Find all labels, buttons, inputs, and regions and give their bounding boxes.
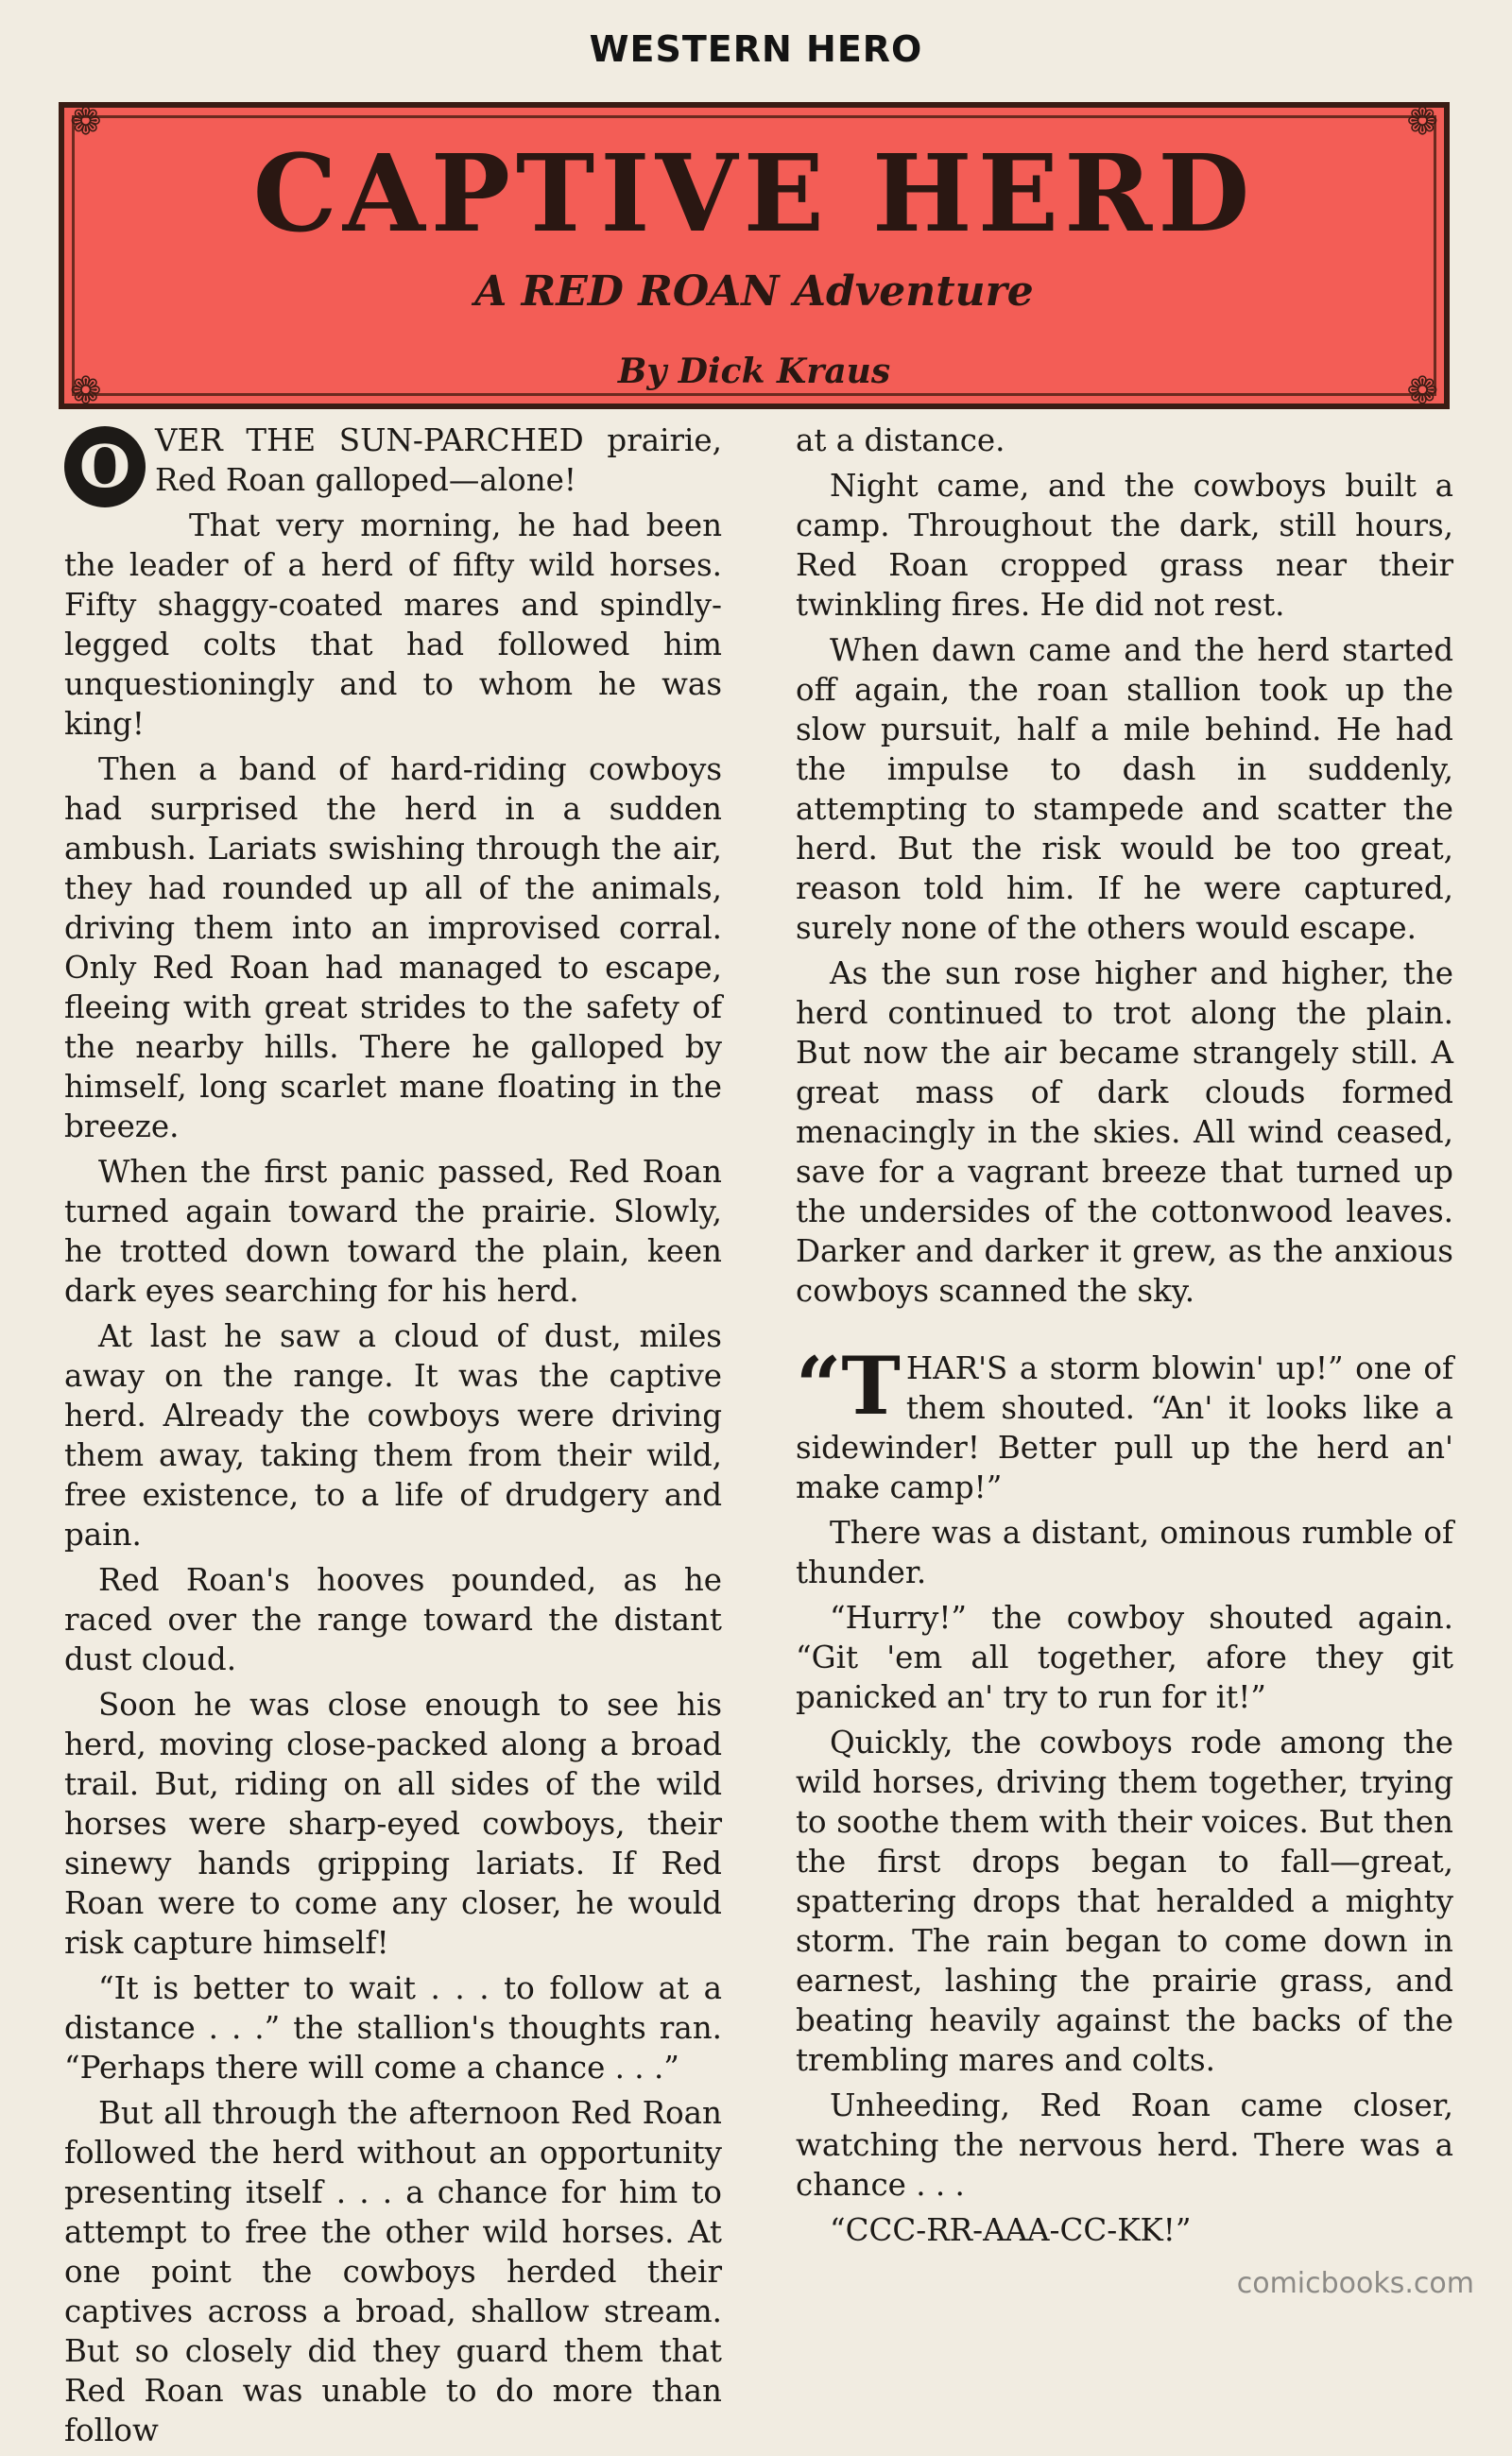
paragraph: There was a distant, ominous rumble of thunder. <box>796 1515 1453 1590</box>
paragraph: When dawn came and the herd started off again, the roan stallion took up the slow pursuit, half a mile behind. He had the impulse to dash in suddenly, attempting to stampede and scatter the herd. But the risk would be too great, reason told him. If he were captured, surely none of the others would escape. <box>796 632 1453 946</box>
paragraph: “CCC-RR-AAA-CC-KK!” <box>830 2212 1192 2248</box>
paragraph: Then a band of hard-riding cowboys had surprised the herd in a sudden ambush. Lariats swishing through the air, they had rounded up all of the animals, driving them into an improvised corral. Only Red Roan had managed to escape, fleeing with great strides to the safety of the nearby hills. There he galloped by himself, long scarlet mane floating in the breeze. <box>64 751 722 1144</box>
left-column <box>64 421 722 2456</box>
paragraph: When the first panic passed, Red Roan turned again toward the prairie. Slowly, he trotted down toward the plain, keen dark eyes searching for his herd. <box>64 1154 722 1309</box>
paragraph: “Hurry!” the cowboy shouted again. “Git 'em all together, afore they git panicked an' try to run for it!” <box>796 1600 1453 1715</box>
drop-cap: “T <box>796 1339 901 1433</box>
paragraph: At last he saw a cloud of dust, miles away on the range. It was the captive herd. Already the cowboys were driving them away, taking them from their wild, free existence, to a life of drudgery and pain. <box>64 1318 722 1553</box>
paragraph: Soon he was close enough to see his herd, moving close-packed along a broad trail. But, riding on all sides of the wild horses were sharp-eyed cowboys, their sinewy hands gripping lariats. If Red Roan were to come any closer, he would risk capture himself! <box>64 1687 722 1961</box>
story-title: CAPTIVE HERD <box>252 132 1256 256</box>
rope-corner-icon: ❁ <box>70 100 102 144</box>
paragraph: Quickly, the cowboys rode among the wild horses, driving them together, trying to soothe them with their voices. But then the first drops began to fall—great, spattering drops that heralded a mighty storm. The rain began to come down in earnest, lashing the prairie grass, and beating heavily against the backs of the trembling mares and colts. <box>796 1725 1453 2078</box>
paragraph: But all through the afternoon Red Roan followed the herd without an opportunity presenting itself . . . a chance for him to attempt to free the other wild horses. At one point the cowboys herded their captives across a broad, shallow stream. But so closely did they guard them that Red Roan was unable to do more than follow <box>64 2095 722 2448</box>
paragraph: As the sun rose higher and higher, the herd continued to trot along the plain. But now the air became strangely still. A great mass of dark clouds formed menacingly in the skies. All wind ceased, save for a vagrant breeze that turned up the undersides of the cottonwood leaves. Darker and darker it grew, as the anxious cowboys scanned the sky. <box>796 955 1453 1309</box>
magazine-header: WESTERN HERO <box>589 28 923 70</box>
rope-corner-icon: ❁ <box>1406 100 1438 144</box>
opening-paragraph <box>64 421 722 500</box>
site-watermark: comicbooks.com <box>1236 2267 1474 2300</box>
paragraph: That very morning, he had been the leader of a herd of fifty wild horses. Fifty shaggy-coated mares and spindly-legged colts that had followed him unquestioningly and to whom he was king! <box>64 507 722 742</box>
story-byline: By Dick Kraus <box>617 352 891 391</box>
continuation-text: at a distance. <box>796 422 1005 458</box>
rope-corner-icon: ❁ <box>70 369 102 413</box>
right-column <box>796 421 1453 2256</box>
paragraph: “It is better to wait . . . to follow at a distance . . .” the stallion's thoughts ran. “Perhaps there will come a chance . . .” <box>64 1970 722 2086</box>
paragraph: Unheeding, Red Roan came closer, watching the nervous herd. There was a chance . . . <box>796 2087 1453 2203</box>
opening-text: HAR'S a storm blowin' up!” one of them shouted. “An' it looks like a sidewinder! Better pull up the herd an' make camp!” <box>796 1350 1453 1505</box>
story-subtitle: A RED ROAN Adventure <box>474 267 1034 316</box>
paragraph: Red Roan's hooves pounded, as he raced over the range toward the distant dust cloud. <box>64 1562 722 1677</box>
paragraph: Night came, and the cowboys built a camp. Throughout the dark, still hours, Red Roan cropped grass near their twinkling fires. He did not rest. <box>796 468 1453 623</box>
rope-corner-icon: ❁ <box>1406 369 1438 413</box>
opening-text: VER THE SUN-PARCHED prairie, Red Roan galloped—alone! <box>155 422 722 498</box>
title-banner <box>59 100 1450 413</box>
drop-cap: O <box>64 426 146 507</box>
second-opening-paragraph <box>796 1339 1453 1507</box>
